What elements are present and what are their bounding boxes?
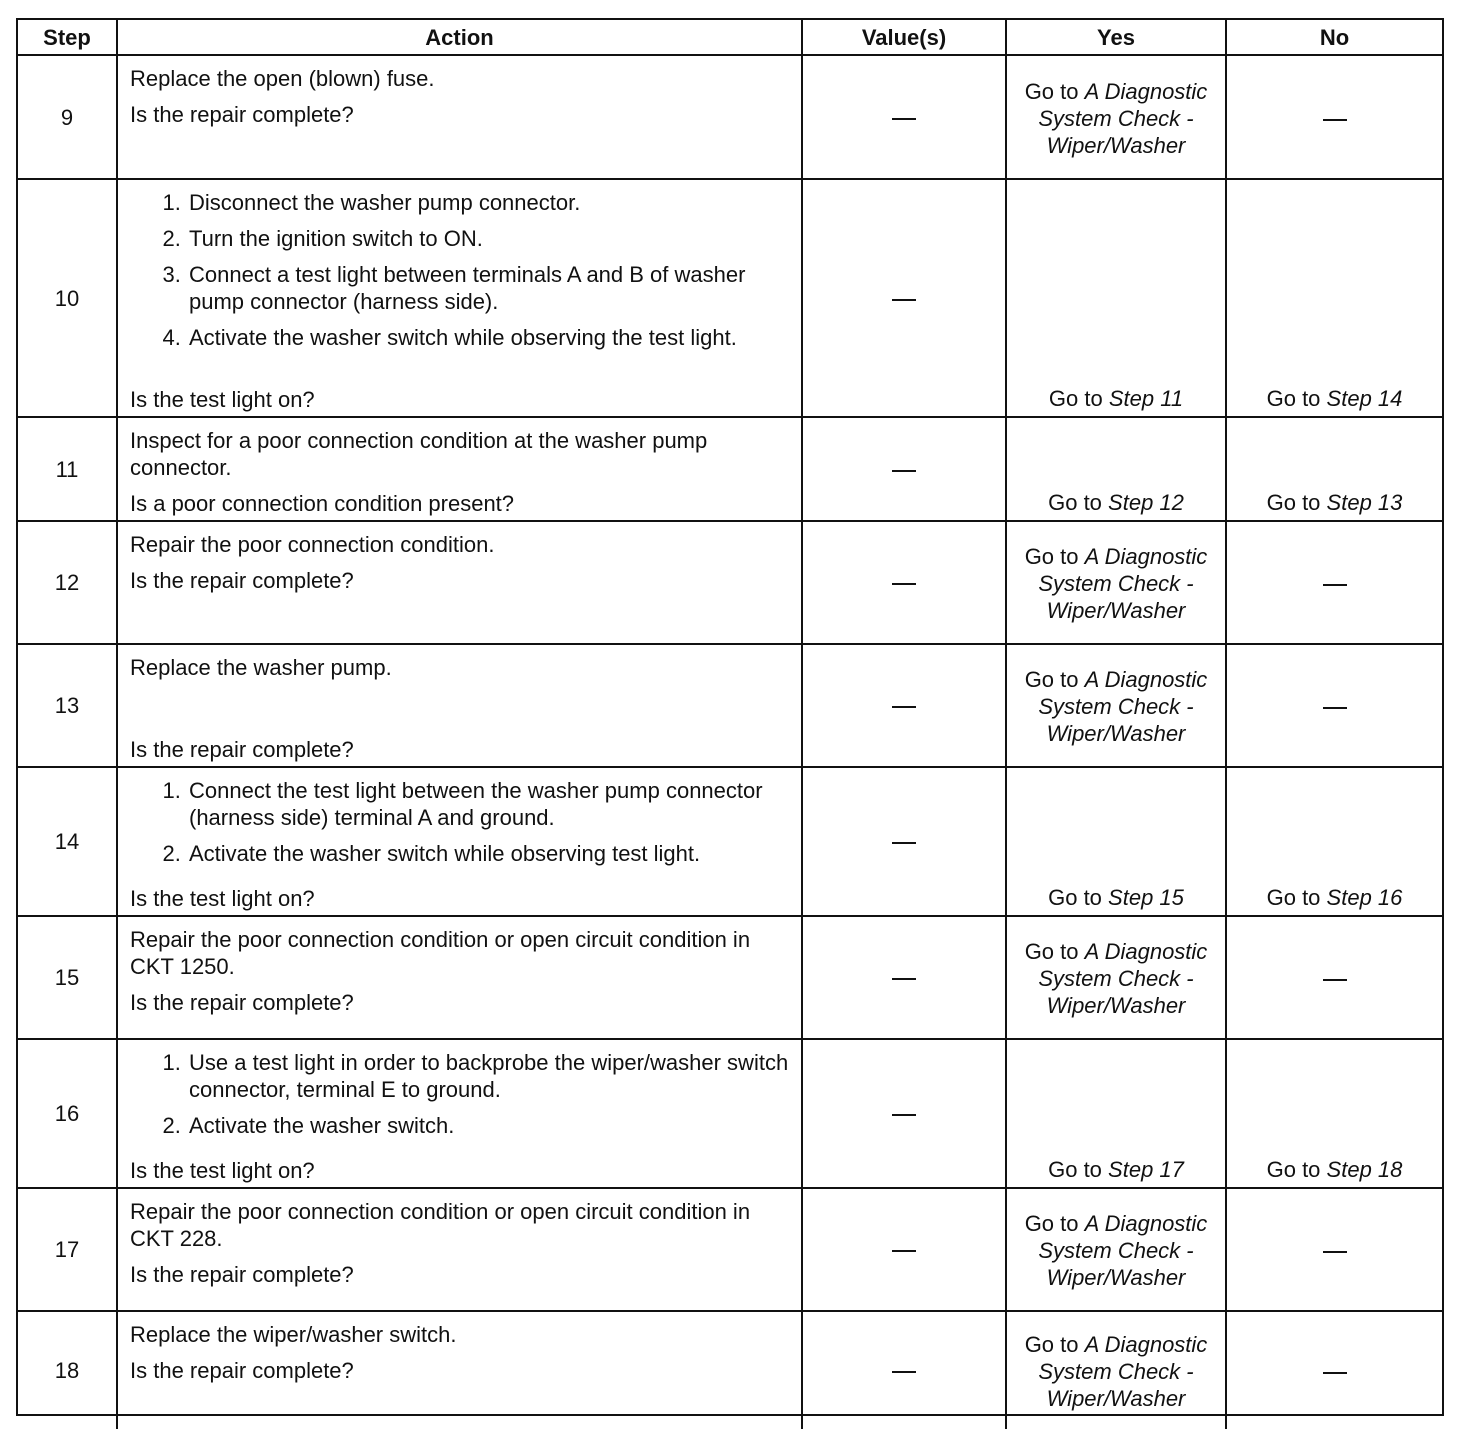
- action-text: Repair the poor connection condition or open circuit condition in CKT 1250.: [130, 927, 751, 979]
- go-to-target: Step 15: [1108, 885, 1184, 910]
- go-to-prefix: Go to: [1048, 1157, 1102, 1182]
- yes-cell: [1006, 1311, 1226, 1429]
- action-content: [130, 1198, 791, 1307]
- action-text: Repair the poor connection condition.: [130, 532, 495, 557]
- empty-result-dash: [1323, 1372, 1347, 1374]
- step-number: 12: [18, 521, 117, 644]
- empty-value-dash: [892, 978, 916, 980]
- yes-cell: [1006, 521, 1226, 644]
- yes-cell: [1006, 417, 1226, 521]
- action-step-list: [130, 189, 791, 360]
- step-number: 16: [18, 1039, 117, 1188]
- go-to-target: Step 14: [1326, 386, 1403, 411]
- go-to-prefix: Go to: [1024, 1211, 1079, 1236]
- action-cell: [117, 1311, 802, 1429]
- go-to-prefix: Go to: [1048, 490, 1102, 515]
- step-number: 13: [18, 644, 117, 767]
- go-to-instruction: [1013, 884, 1219, 911]
- yes-cell: [1006, 1039, 1226, 1188]
- table-row: [18, 767, 1442, 916]
- action-question: Is the repair complete?: [130, 102, 354, 127]
- go-to-prefix: Go to: [1024, 544, 1079, 569]
- action-question: Is the repair complete?: [130, 1358, 354, 1383]
- action-question: Is the repair complete?: [130, 737, 354, 762]
- header-yes: Yes: [1006, 20, 1226, 55]
- no-cell: [1226, 1311, 1442, 1429]
- action-question: Is the repair complete?: [130, 568, 354, 593]
- go-to-prefix: Go to: [1266, 490, 1321, 515]
- action-cell: [117, 55, 802, 179]
- go-to-target: Step 16: [1326, 885, 1403, 910]
- header-values: Value(s): [802, 20, 1006, 55]
- action-step: 2. Activate the washer switch.: [187, 1112, 791, 1139]
- empty-value-dash: [892, 842, 916, 844]
- go-to-target: A Diagnostic System Check - Wiper/Washer: [1038, 1332, 1208, 1411]
- empty-value-dash: [892, 1371, 916, 1373]
- go-to-prefix: Go to: [1024, 78, 1079, 104]
- action-content: [130, 1321, 791, 1426]
- spacer: [130, 690, 791, 736]
- no-cell: [1226, 1039, 1442, 1188]
- table-row: [18, 55, 1442, 179]
- header-no: No: [1226, 20, 1442, 55]
- action-cell: [117, 1188, 802, 1311]
- step-number: 11: [18, 417, 117, 521]
- yes-cell: [1006, 1188, 1226, 1311]
- yes-cell: [1006, 767, 1226, 916]
- empty-value-dash: [892, 299, 916, 301]
- diagnostic-table-frame: [16, 18, 1444, 1416]
- value-cell: [802, 417, 1006, 521]
- empty-result-dash: [1323, 584, 1347, 586]
- go-to-target: Step 12: [1108, 490, 1184, 515]
- empty-value-dash: [892, 118, 916, 120]
- action-step: 3. Connect a test light between terminals A and B of washer pump connector (harness side).: [187, 261, 791, 315]
- empty-value-dash: [892, 583, 916, 585]
- table-row: [18, 417, 1442, 521]
- go-to-instruction: [1013, 666, 1219, 747]
- action-step-list: [130, 1049, 791, 1148]
- header-row: [18, 20, 1442, 55]
- table-row: [18, 521, 1442, 644]
- action-question: Is the test light on?: [130, 886, 315, 911]
- value-cell: [802, 1039, 1006, 1188]
- table-row: [18, 179, 1442, 417]
- go-to-target: Step 11: [1108, 386, 1184, 411]
- go-to-target: A Diagnostic System Check - Wiper/Washer: [1038, 939, 1208, 1018]
- empty-result-dash: [1323, 1251, 1347, 1253]
- action-step: 4. Activate the washer switch while observing the test light.: [187, 324, 791, 351]
- go-to-target: A Diagnostic System Check - Wiper/Washer: [1038, 667, 1208, 746]
- empty-value-dash: [892, 1114, 916, 1116]
- step-number: 9: [18, 55, 117, 179]
- action-text: Repair the poor connection condition or open circuit condition in CKT 228.: [130, 1199, 751, 1251]
- go-to-instruction: [1013, 1210, 1219, 1291]
- go-to-instruction: [1013, 543, 1219, 624]
- no-cell: [1226, 179, 1442, 417]
- go-to-target: A Diagnostic System Check - Wiper/Washer: [1038, 544, 1208, 623]
- go-to-prefix: Go to: [1266, 1157, 1321, 1182]
- value-cell: [802, 1311, 1006, 1429]
- no-cell: [1226, 521, 1442, 644]
- value-cell: [802, 521, 1006, 644]
- action-text: Inspect for a poor connection condition at the washer pump connector.: [130, 428, 708, 480]
- no-cell: [1226, 1188, 1442, 1311]
- go-to-instruction: [1013, 78, 1219, 159]
- yes-cell: [1006, 55, 1226, 179]
- go-to-instruction: [1013, 489, 1219, 516]
- go-to-target: Step 13: [1326, 490, 1403, 515]
- action-step: 1. Connect the test light between the washer pump connector (harness side) terminal A and ground.: [187, 777, 791, 831]
- empty-value-dash: [892, 706, 916, 708]
- action-question: Is the repair complete?: [130, 990, 354, 1015]
- value-cell: [802, 179, 1006, 417]
- action-content: [130, 189, 791, 413]
- action-step: 1. Use a test light in order to backprobe the wiper/washer switch connector, terminal E to ground.: [187, 1049, 791, 1103]
- spacer: [130, 369, 791, 386]
- action-question: Is the test light on?: [130, 387, 315, 412]
- table-row: [18, 1311, 1442, 1429]
- go-to-prefix: Go to: [1024, 667, 1079, 692]
- go-to-instruction: [1013, 1156, 1219, 1183]
- step-number: 18: [18, 1311, 117, 1429]
- diagnostic-table: [18, 20, 1442, 1429]
- action-content: [130, 65, 791, 175]
- action-cell: [117, 644, 802, 767]
- action-step-list: [130, 777, 791, 876]
- no-cell: [1226, 417, 1442, 521]
- go-to-prefix: Go to: [1266, 885, 1321, 910]
- value-cell: [802, 644, 1006, 767]
- action-cell: [117, 179, 802, 417]
- empty-result-dash: [1323, 979, 1347, 981]
- header-step: Step: [18, 20, 117, 55]
- go-to-target: A Diagnostic System Check - Wiper/Washer: [1038, 1211, 1208, 1290]
- empty-value-dash: [892, 470, 916, 472]
- action-text: Replace the wiper/washer switch.: [130, 1322, 457, 1347]
- no-cell: [1226, 916, 1442, 1039]
- action-question: Is the repair complete?: [130, 1262, 354, 1287]
- table-row: [18, 916, 1442, 1039]
- step-number: 17: [18, 1188, 117, 1311]
- go-to-prefix: Go to: [1048, 885, 1102, 910]
- action-text: Replace the washer pump.: [130, 655, 392, 680]
- action-step: 1. Disconnect the washer pump connector.: [187, 189, 791, 216]
- go-to-prefix: Go to: [1024, 1332, 1079, 1357]
- action-content: [130, 1049, 791, 1184]
- go-to-target: Step 17: [1108, 1157, 1184, 1182]
- action-cell: [117, 417, 802, 521]
- no-cell: [1226, 767, 1442, 916]
- action-cell: [117, 916, 802, 1039]
- table-row: [18, 644, 1442, 767]
- action-content: [130, 427, 791, 517]
- empty-result-dash: [1323, 119, 1347, 121]
- value-cell: [802, 1188, 1006, 1311]
- table-row: [18, 1039, 1442, 1188]
- header-action: Action: [117, 20, 802, 55]
- step-number: 10: [18, 179, 117, 417]
- action-content: [130, 777, 791, 912]
- go-to-instruction: [1233, 1156, 1436, 1183]
- no-cell: [1226, 55, 1442, 179]
- step-number: 15: [18, 916, 117, 1039]
- table-row: [18, 1188, 1442, 1311]
- action-cell: [117, 1039, 802, 1188]
- go-to-instruction: [1233, 489, 1436, 516]
- action-content: [130, 531, 791, 640]
- action-content: [130, 654, 791, 763]
- no-cell: [1226, 644, 1442, 767]
- value-cell: [802, 767, 1006, 916]
- action-question: Is a poor connection condition present?: [130, 491, 515, 516]
- go-to-instruction: [1233, 884, 1436, 911]
- go-to-prefix: Go to: [1266, 386, 1321, 411]
- go-to-target: A Diagnostic System Check - Wiper/Washer: [1038, 78, 1208, 158]
- yes-cell: [1006, 179, 1226, 417]
- value-cell: [802, 55, 1006, 179]
- go-to-instruction: [1013, 385, 1219, 412]
- step-number: 14: [18, 767, 117, 916]
- empty-result-dash: [1323, 707, 1347, 709]
- go-to-prefix: Go to: [1024, 939, 1079, 964]
- empty-value-dash: [892, 1250, 916, 1252]
- go-to-prefix: Go to: [1048, 386, 1103, 411]
- action-content: [130, 926, 791, 1035]
- go-to-instruction: [1013, 1331, 1219, 1412]
- go-to-target: Step 18: [1326, 1157, 1403, 1182]
- yes-cell: [1006, 916, 1226, 1039]
- action-step: 2. Activate the washer switch while observing test light.: [187, 840, 791, 867]
- action-step: 2. Turn the ignition switch to ON.: [187, 225, 791, 252]
- action-cell: [117, 767, 802, 916]
- action-question: Is the test light on?: [130, 1158, 315, 1183]
- go-to-instruction: [1233, 385, 1436, 412]
- action-text: Replace the open (blown) fuse.: [130, 66, 435, 91]
- yes-cell: [1006, 644, 1226, 767]
- action-cell: [117, 521, 802, 644]
- go-to-instruction: [1013, 938, 1219, 1019]
- value-cell: [802, 916, 1006, 1039]
